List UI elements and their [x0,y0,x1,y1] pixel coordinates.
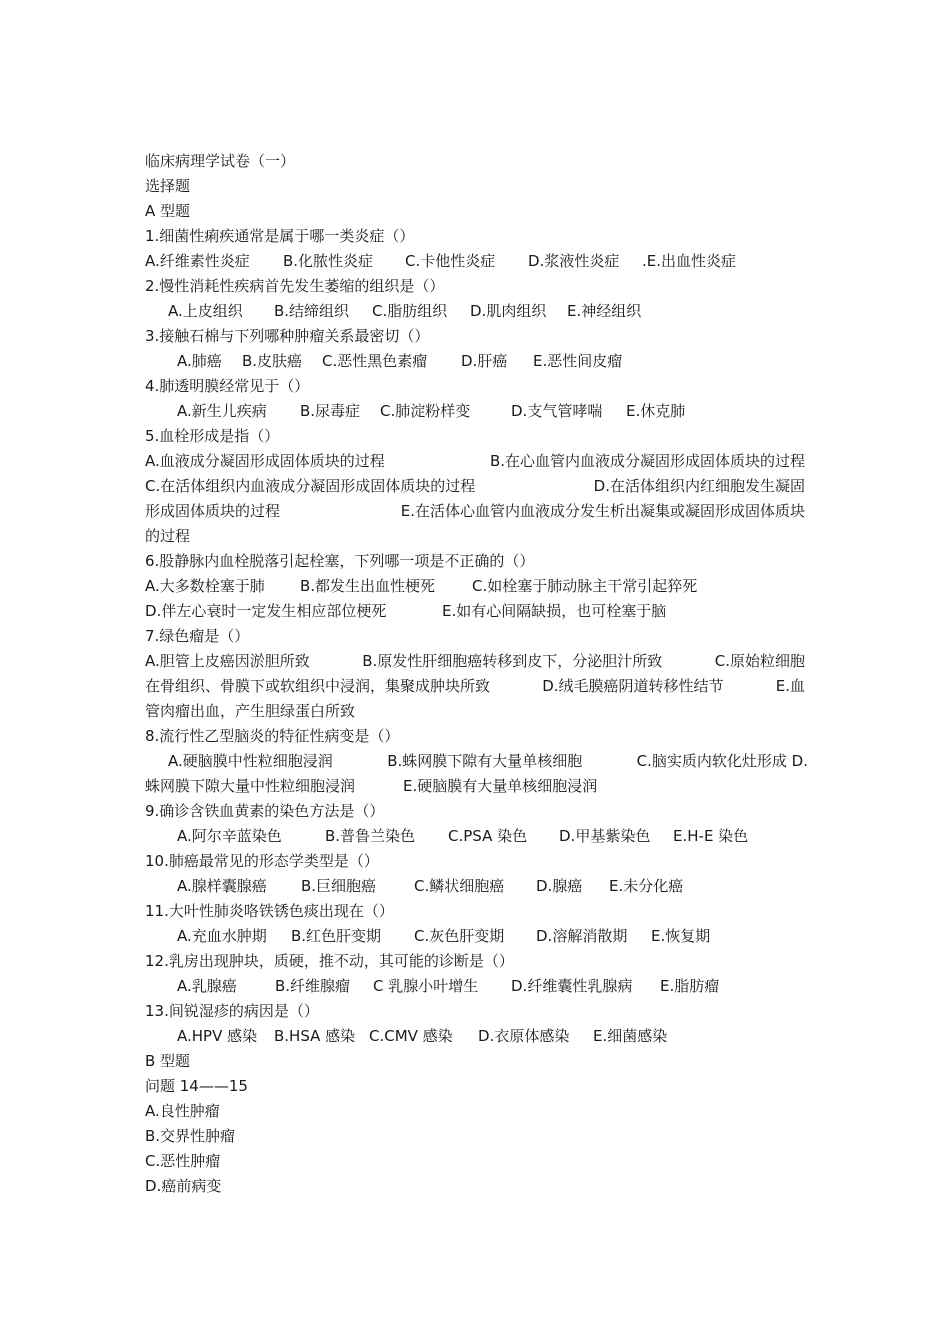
option: B.结缔组织 [274,302,350,320]
option: E.恢复期 [651,927,711,945]
option-continuation: 形成固体质块的过程 [145,502,281,520]
question-5-line-2 [145,476,805,496]
question-5-line-3 [145,501,805,521]
option: A.乳腺癌 [177,977,237,995]
question-4: 4.肺透明膜经常见于（） [145,377,310,395]
option: A.新生儿疾病 [177,402,267,420]
option: C.鳞状细胞癌 [414,877,505,895]
option: A.大多数栓塞于肺 [145,577,265,595]
option: E.休克肺 [626,402,686,420]
option: D.甲基紫染色 [559,827,651,845]
a-type-heading: A 型题 [145,202,191,220]
question-5-line-4: 的过程 [145,527,191,545]
option: A.肺癌 [177,352,222,370]
option: C.灰色肝变期 [414,927,505,945]
option: C.如栓塞于肺动脉主干常引起猝死 [472,577,698,595]
option: E.在活体心血管内血液成分发生析出凝集或凝固形成固体质块 [400,502,805,520]
option: E.恶性间皮瘤 [533,352,623,370]
question-8: 8.流行性乙型脑炎的特征性病变是（） [145,727,400,745]
option: E.如有心间隔缺损，也可栓塞于脑 [442,602,667,620]
option: C 乳腺小叶增生 [373,977,479,995]
option: D.溶解消散期 [536,927,628,945]
option: D.在活体组织内红细胞发生凝固 [593,477,805,495]
question-2: 2.慢性消耗性疾病首先发生萎缩的组织是（） [145,277,445,295]
option: B.HSA 感染 [274,1027,356,1045]
option-continuation: 蛛网膜下隙大量中性粒细胞浸润 [145,777,356,795]
doc-title: 临床病理学试卷（一） [145,152,296,170]
question-7: 7.绿色瘤是（） [145,627,250,645]
option: A.HPV 感染 [177,1027,258,1045]
option: D.纤维囊性乳腺病 [511,977,633,995]
option: B.皮肤癌 [242,352,303,370]
option: B.蛛网膜下隙有大量单核细胞 [387,752,583,770]
question-3: 3.接触石棉与下列哪种肿瘤关系最密切（） [145,327,430,345]
option: C.脑实质内软化灶形成 D. [636,752,808,770]
question-7-line-1 [145,651,805,671]
option: E.脂肪瘤 [660,977,720,995]
option: B.纤维腺瘤 [275,977,351,995]
option: A.血液成分凝固形成固体质块的过程 [145,452,385,470]
question-7-line-2 [145,676,805,696]
option: C.脂肪组织 [372,302,448,320]
option: C.原始粒细胞 [714,652,805,670]
option: D.肝癌 [461,352,508,370]
option: A.腺样囊腺癌 [177,877,267,895]
option: D.腺癌 [536,877,583,895]
option: E.神经组织 [567,302,642,320]
option: A.上皮组织 [168,302,243,320]
option: E.血 [775,677,805,695]
option: B.都发生出血性梗死 [300,577,436,595]
option: B.尿毒症 [300,402,361,420]
question-1: 1.细菌性痢疾通常是属于哪一类炎症（） [145,227,415,245]
question-5-line-1 [145,451,805,471]
option: D.支气管哮喘 [511,402,603,420]
b-option-d: D.癌前病变 [145,1177,222,1195]
option: B.红色肝变期 [291,927,382,945]
b-option-c: C.恶性肿瘤 [145,1152,221,1170]
option: D.伴左心衰时一定发生相应部位梗死 [145,602,387,620]
section-heading: 选择题 [145,177,191,195]
option: D.绒毛膜癌阴道转移性结节 [542,677,724,695]
question-11: 11.大叶性肺炎咯铁锈色痰出现在（） [145,902,394,920]
option: E.未分化癌 [609,877,684,895]
b-option-b: B.交界性肿瘤 [145,1127,236,1145]
option: B.原发性肝细胞癌转移到皮下，分泌胆汁所致 [362,652,663,670]
option: B.普鲁兰染色 [325,827,416,845]
option: E.细菌感染 [593,1027,668,1045]
question-6: 6.股静脉内血栓脱落引起栓塞，下列哪一项是不正确的（） [145,552,535,570]
b-option-a: A.良性肿瘤 [145,1102,220,1120]
option: A.胆管上皮癌因淤胆所致 [145,652,310,670]
question-10: 10.肺癌最常见的形态学类型是（） [145,852,379,870]
option: B.化脓性炎症 [283,252,374,270]
question-5: 5.血栓形成是指（） [145,427,280,445]
question-12: 12.乳房出现肿块，质硬，推不动，其可能的诊断是（） [145,952,514,970]
option: .E.出血性炎症 [642,252,737,270]
option: E.硬脑膜有大量单核细胞浸润 [403,777,598,795]
question-8-line-1 [168,751,808,771]
option: D.肌肉组织 [470,302,547,320]
option: E.H-E 染色 [673,827,749,845]
question-7-line-3: 管肉瘤出血，产生胆绿蛋白所致 [145,702,356,720]
b-type-heading: B 型题 [145,1052,191,1070]
option: C.PSA 染色 [448,827,528,845]
option: A.充血水肿期 [177,927,267,945]
option: A.硬脑膜中性粒细胞浸润 [168,752,333,770]
question-14-15-heading: 问题 14——15 [145,1077,248,1095]
option: A.纤维素性炎症 [145,252,250,270]
question-9: 9.确诊含铁血黄素的染色方法是（） [145,802,385,820]
option: A.阿尔辛蓝染色 [177,827,282,845]
option: C.恶性黑色素瘤 [322,352,428,370]
option: C.肺淀粉样变 [380,402,471,420]
question-13: 13.间锐湿疹的病因是（） [145,1002,319,1020]
option: B.巨细胞癌 [301,877,377,895]
option: C.卡他性炎症 [405,252,496,270]
option: D.衣原体感染 [478,1027,570,1045]
option-continuation: 在骨组织、骨膜下或软组织中浸润，集聚成肿块所致 [145,677,491,695]
option: C.在活体组织内血液成分凝固形成固体质块的过程 [145,477,476,495]
option: D.浆液性炎症 [528,252,620,270]
option: B.在心血管内血液成分凝固形成固体质块的过程 [489,452,805,470]
option: C.CMV 感染 [369,1027,453,1045]
